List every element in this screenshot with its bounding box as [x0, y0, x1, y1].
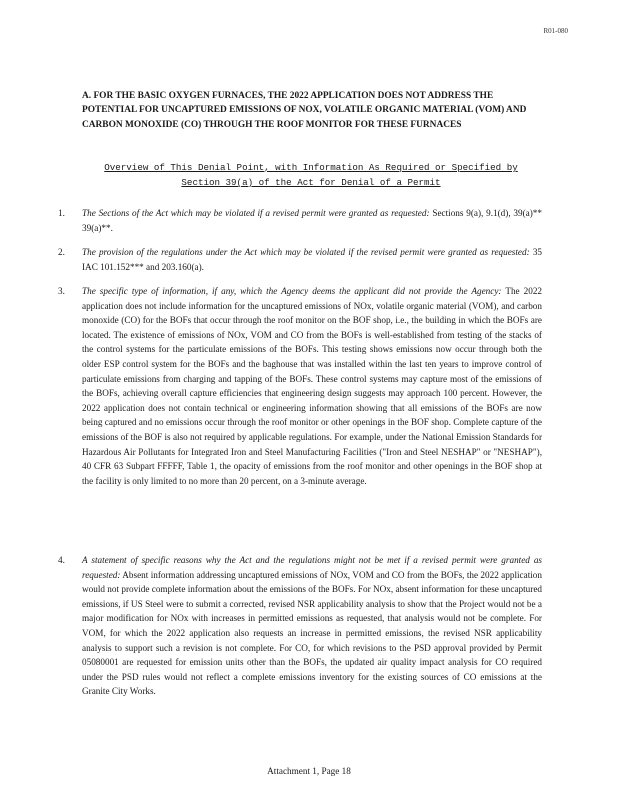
list-item-3 [58, 284, 542, 488]
item-body [82, 284, 542, 488]
item-lead: A statement of specific reasons why the Act and the regulations might not be met if a revised permit were granted as requested: [82, 555, 542, 580]
section-heading: A. FOR THE BASIC OXYGEN FURNACES, THE 2022 APPLICATION DOES NOT ADDRESS THE POTENTIAL FOR UNCAPTURED EMISSIONS OF NOX, VOLATILE ORGANIC MATERIAL (VOM) AND CARBON MONOXIDE (CO) THROUGH THE ROOF MONITOR FOR THESE FURNACES [82, 91, 527, 130]
item-lead: The provision of the regulations under the Act which may be violated if the revised permit were granted as requested: [82, 247, 530, 257]
item-number: 1. [58, 208, 65, 218]
item-number: 2. [58, 247, 65, 257]
overview-title: Overview of This Denial Point, with Information As Required or Specified by Section 39(a) of the Act for Denial of a Permit [104, 162, 518, 188]
document-id: R01-080 [543, 27, 568, 35]
item-number: 3. [58, 286, 65, 296]
list-item-2 [58, 245, 542, 274]
item-body [82, 553, 542, 699]
item-body [82, 206, 542, 235]
item-text: Sections 9(a), 9.1(d), 39(a)** 39(a)**. [82, 208, 542, 233]
page-footer: Attachment 1, Page 18 [267, 766, 351, 776]
item-text: The 2022 application does not include information for the uncaptured emissions of NOx, volatile organic material (VOM), and carbon monoxide (CO) for the BOFs that occur through the roof monitor on the BOF shop, i.e., the building in which the BOFs are located. The existence of emissions of NOx, VOM and CO from the BOFs is well-established from testing of the stacks of the control systems for the particulate emissions of the BOFs. This testing shows emissions now occur through both the older ESP control system for the BOFs and the baghouse that was installed within the last ten years to improve control of particulate emissions from charging and tapping of the BOFs. These control systems may capture most of the emissions of the BOFs, achieving overall capture efficiencies that engineering design suggests may approach 100 percent. However, the 2022 application does not contain technical or engineering information showing that all emissions of the BOFs are now being captured and no emissions occur through the roof monitor or other openings in the BOF shop. Complete capture of the emissions of the BOF is also not required by applicable regulations. For example, under the National Emission Standards for Hazardous Air Pollutants for Integrated Iron and Steel Manufacturing Facilities ("Iron and Steel NESHAP" or "NESHAP"), 40 CFR 63 Subpart FFFFF, Table 1, the opacity of emissions from the roof monitor and other openings in the BOF shop at the facility is only limited to no more than 20 percent, on a 3-minute average. [82, 286, 543, 486]
item-text: 35 IAC 101.152*** and 203.160(a). [82, 247, 543, 272]
list-item-4 [58, 553, 542, 699]
item-lead: The Sections of the Act which may be violated if a revised permit were granted as requested: [82, 208, 430, 218]
item-lead: The specific type of information, if any, which the Agency deems the applicant did not provide the Agency: [82, 286, 502, 296]
item-body [82, 245, 542, 274]
list-item-1 [58, 206, 542, 235]
item-text: Absent information addressing uncaptured emissions of NOx, VOM and CO from the BOFs, the 2022 application would not provide complete information about the emissions of the BOFs. For NOx, absent information for these uncaptured emissions, if US Steel were to submit a corrected, revised NSR applicability analysis to show that the Project would not be a major modification for NOx with increases in permitted emissions as requested, that analysis would not be complete. For VOM, for which the 2022 application also requests an increase in permitted emissions, the revised NSR applicability analysis to support such a revision is not complete. For CO, for which revisions to the PSD approval provided by Permit 05080001 are requested for emission units other than the BOFs, the updated air quality impact analysis for CO required under the PSD rules would not reflect a complete emissions inventory for the existing sources of CO emissions at the Granite City Works. [82, 569, 542, 697]
item-number: 4. [58, 555, 65, 565]
